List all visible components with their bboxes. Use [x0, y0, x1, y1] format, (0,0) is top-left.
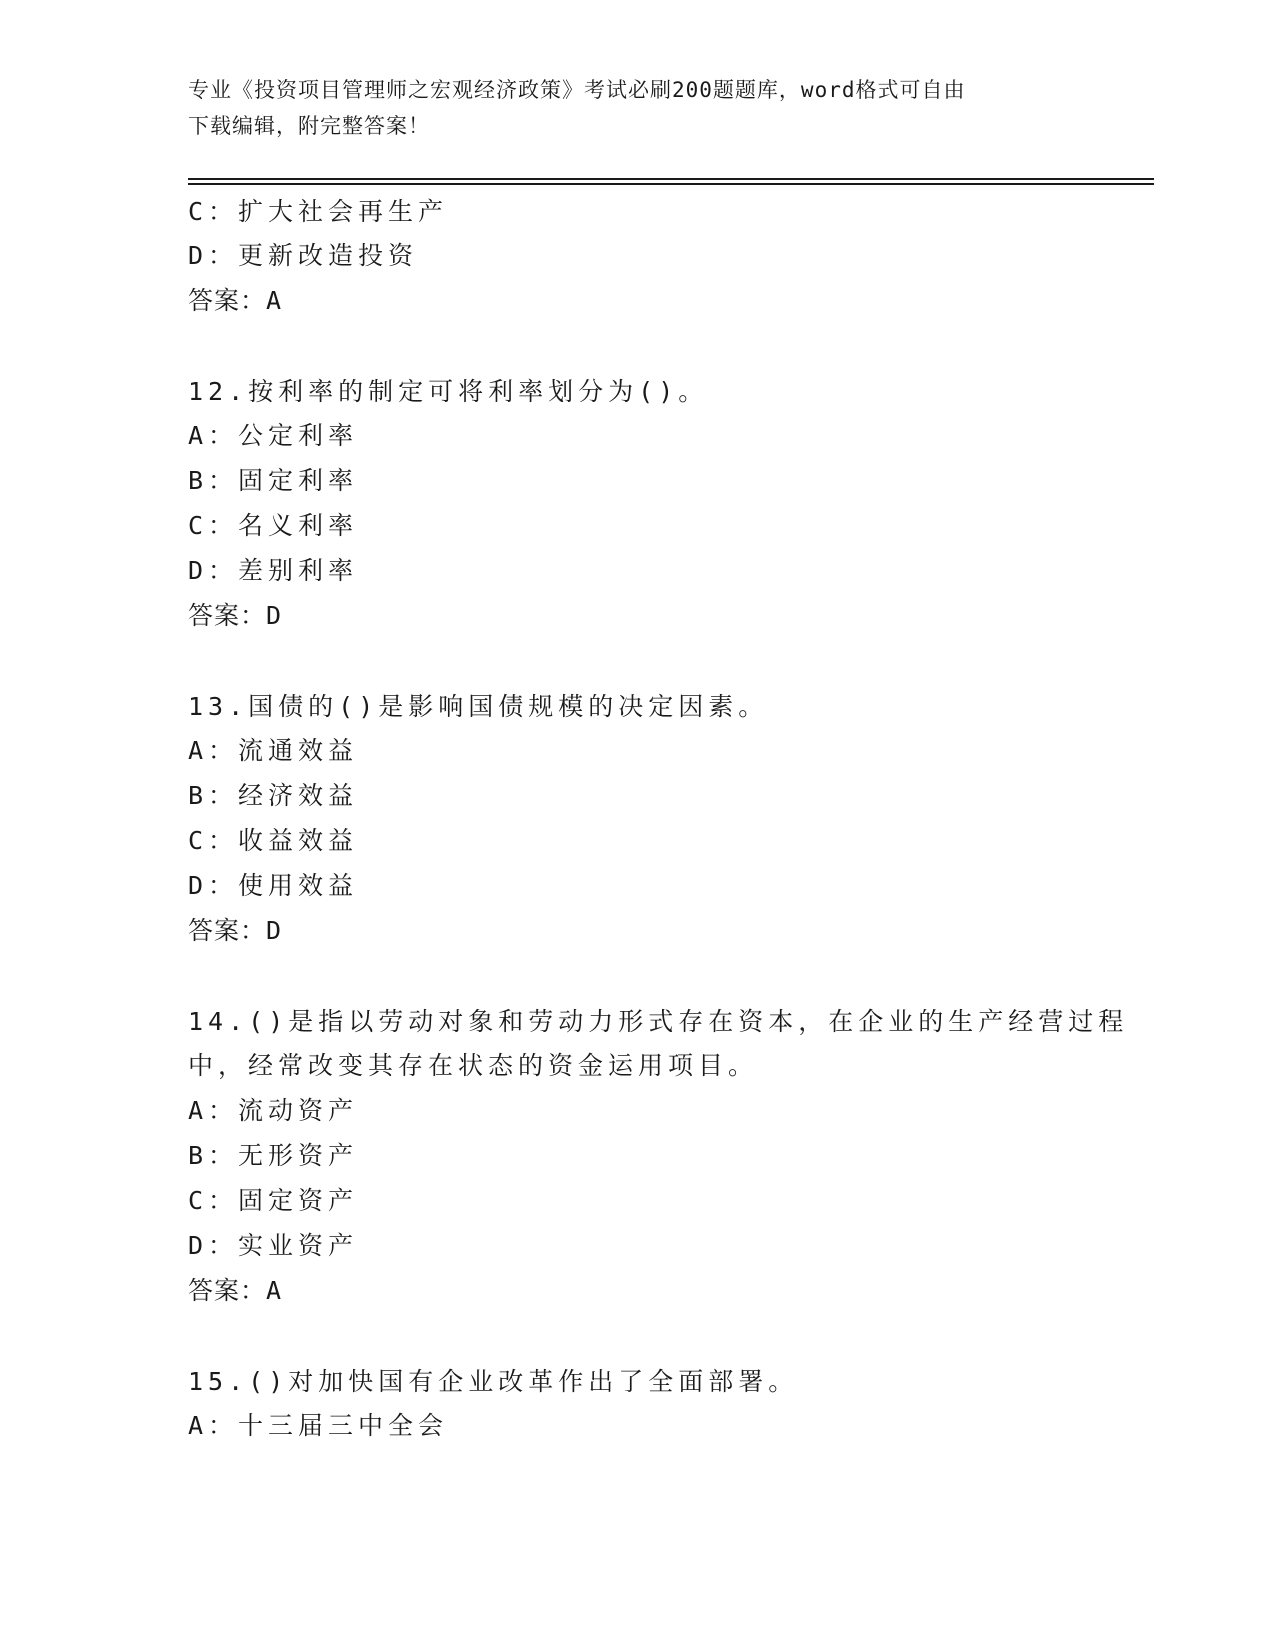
q14-option-b: B：无形资产 — [188, 1141, 359, 1170]
q15-question: 15.()对加快国有企业改革作出了全面部署。 — [188, 1367, 799, 1396]
q13-question: 13.国债的()是影响国债规模的决定因素。 — [188, 692, 769, 721]
q12-option-d: D：差别利率 — [188, 556, 359, 585]
q13-option-c: C：收益效益 — [188, 826, 359, 855]
q15-option-a: A：十三届三中全会 — [188, 1411, 449, 1440]
q14-option-a: A：流动资产 — [188, 1096, 359, 1125]
q14-option-d: D：实业资产 — [188, 1231, 359, 1260]
q13-option-d: D：使用效益 — [188, 871, 359, 900]
prev-option-d: D：更新改造投资 — [188, 241, 419, 270]
q14-answer: 答案：A — [188, 1276, 283, 1305]
header-rule-bottom — [188, 183, 1154, 185]
q14-option-c: C：固定资产 — [188, 1186, 359, 1215]
document-header — [188, 72, 1088, 144]
q14-question-line-1: 14.()是指以劳动对象和劳动力形式存在资本，在企业的生产经营过程 — [188, 1007, 1129, 1036]
q12-option-a: A：公定利率 — [188, 421, 359, 450]
q12-option-c: C：名义利率 — [188, 511, 359, 540]
q13-option-a: A：流通效益 — [188, 736, 359, 765]
q13-answer: 答案：D — [188, 916, 283, 945]
prev-option-c: C：扩大社会再生产 — [188, 197, 449, 226]
q12-answer: 答案：D — [188, 601, 283, 630]
q14-question-line-2: 中，经常改变其存在状态的资金运用项目。 — [188, 1051, 759, 1080]
header-line-2: 下载编辑，附完整答案！ — [188, 114, 430, 138]
q13-option-b: B：经济效益 — [188, 781, 359, 810]
q12-question: 12.按利率的制定可将利率划分为()。 — [188, 377, 709, 406]
prev-answer: 答案：A — [188, 286, 283, 315]
q12-option-b: B：固定利率 — [188, 466, 359, 495]
header-line-1: 专业《投资项目管理师之宏观经济政策》考试必刷200题题库，word格式可自由 — [188, 78, 966, 102]
header-rule-top — [188, 178, 1154, 180]
